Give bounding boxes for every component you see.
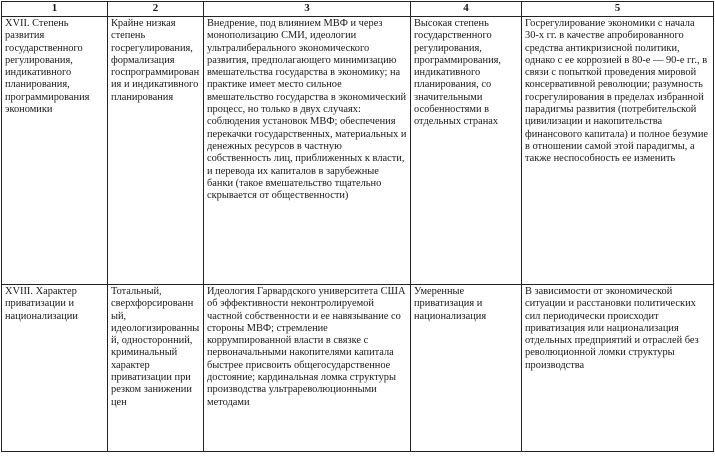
developed-countries-cell: [411, 17, 522, 285]
cell-text: Идеология Гарвардского университета США об эффективности неконтролируемой частной собственности и ее навязывание со стороны МВФ; стремление коррумпированной власти в связке с первоначальными накопителями капитала быстрее присвоить общегосударственное достояние; кардинальная ломка структуры производства ультрареволюционными методами: [207, 286, 406, 408]
cell-text: В зависимости от экономической ситуации и расстановки политических сил периодически происходит приватизация или национализация отдельных предприятий и отраслей без революционной ломки структуры производства: [525, 286, 699, 371]
cell-text: Высокая степень государственного регулирования, программирования, индикативного планирования, со значительными особенностями в отдельных странах: [414, 18, 502, 128]
cell-text: Умеренные приватизация и национализация: [414, 286, 487, 322]
column-header-2: 2: [108, 2, 204, 17]
column-header-3: 3: [204, 2, 411, 17]
world-experience-cell: [522, 285, 714, 452]
cell-text: Внедрение, под влиянием МВФ и через монополизацию СМИ, идеологии ультралиберального экономического развития, предполагающего минимизацию вмешательства государства в экономику; на практике имеет место сильное вмешательство государства в экономический процесс, но только в двух случаях: соблюдения установок МВФ; обеспечения перекачки государственных, материальных и денежных ресурсов в частную собственность лиц, приближенных к власти, и перевода их капиталов в зарубежные банки (такое вмешательство тщательно скрывается от общественности): [207, 18, 407, 202]
imf-model-cell: [108, 17, 204, 285]
criterion-cell: [2, 285, 108, 452]
cell-text: Крайне низкая степень госрегулирования, формализация госпрограммирования и индикативного планирования: [111, 18, 200, 103]
cell-text: XVII. Степень развития государственного регулирования, индикативного планирования, программирования экономики: [5, 18, 90, 116]
column-header-1: 1: [2, 2, 108, 17]
developed-countries-cell: [411, 285, 522, 452]
comparison-table: [1, 1, 714, 452]
table-row: [2, 285, 714, 452]
cell-text: Госрегулирование экономики с начала 30-х гг. в качестве апробированного средства антикризисной политики, однако с ее коррозией в 80-е — 90-е гг., в связи с попыткой проведения мировой консервативной революции; разумность госрегулирования в пределах избранной парадигмы развития (потребительской цивилизации и накопительства финансового капитала) и полное безумие в отношении самой этой парадигмы, а также неспособность ее изменить: [525, 18, 709, 165]
cell-text: XVIII. Характер приватизации и национализации: [5, 286, 78, 322]
implementation-cell: [204, 285, 411, 452]
document-page: [1, 1, 714, 464]
criterion-cell: [2, 17, 108, 285]
header-row: [2, 2, 714, 17]
column-header-5: 5: [522, 2, 714, 17]
implementation-cell: [204, 17, 411, 285]
column-header-4: 4: [411, 2, 522, 17]
cell-text: Тотальный, сверхфорсированный, идеологизированный, односторонний, криминальный характер приватизации при резком занижении цен: [111, 286, 200, 408]
imf-model-cell: [108, 285, 204, 452]
world-experience-cell: [522, 17, 714, 285]
table-row: [2, 17, 714, 285]
